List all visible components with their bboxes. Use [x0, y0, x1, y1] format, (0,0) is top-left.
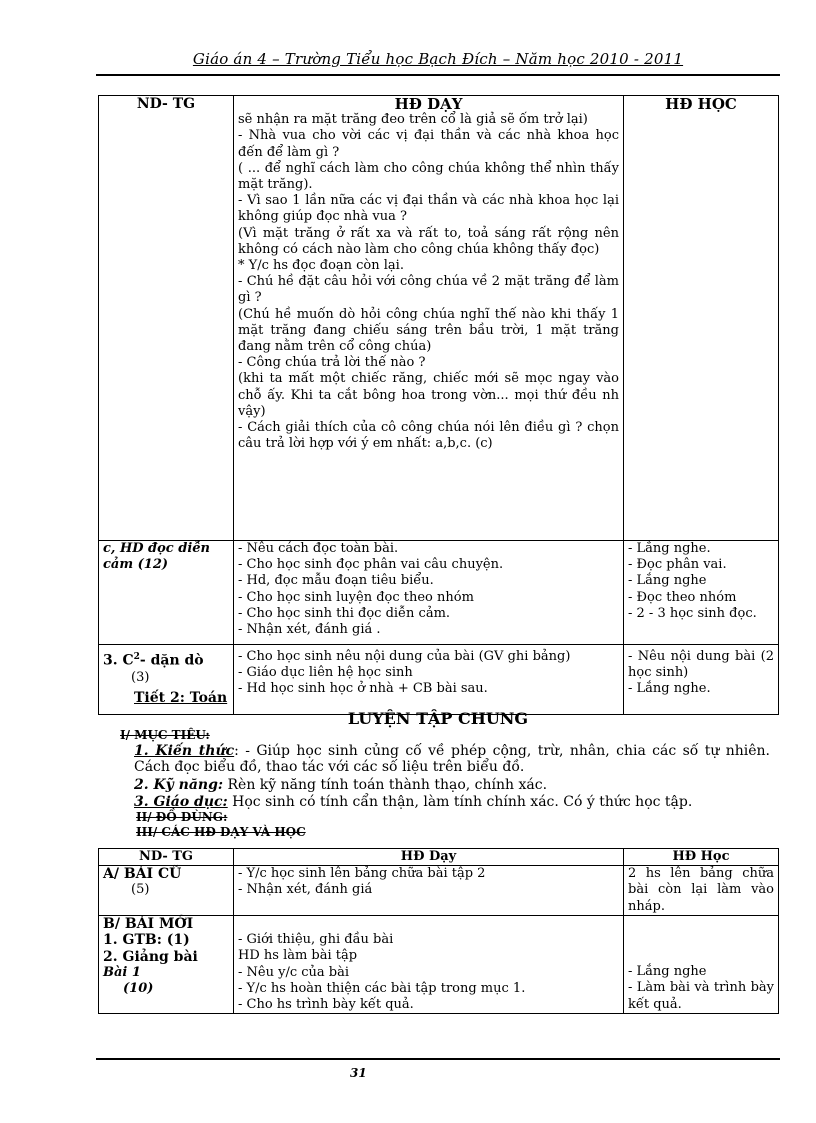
t1-row2-hoc-line: - Lắng nghe.: [628, 541, 711, 556]
ky-nang-label: 2. Kỹ năng:: [134, 777, 224, 793]
t1-day-line: ( ... để nghĩ cách làm cho công chúa không thể nhìn thấy mặt trăng).: [238, 160, 619, 193]
t2-row2-hoc-line: - Lắng nghe: [628, 964, 707, 980]
t1-row3-nd-sup: 2: [133, 652, 140, 662]
t1-row3-nd-text: 3. C: [103, 652, 134, 669]
t2-row2-hoc: [624, 916, 779, 1014]
t1-row2-hoc-line: - Đọc theo nhóm: [628, 589, 737, 605]
cac-hd-heading: III/ CÁC HĐ DẠY VÀ HỌC: [136, 825, 306, 839]
t1-day-cell: [234, 96, 624, 541]
t1-hoc-cell: [624, 96, 779, 541]
t1-row3-nd-rest: - dặn dò: [139, 652, 204, 669]
kien-thuc-text: : - Giúp học sinh củng cố về phép cộng, trừ, nhân, chia các số tự nhiên. Cách đọc biểu đồ, thao tác với các số liệu trên biểu đồ.: [134, 743, 770, 775]
giao-duc-label: 3. Giáo dục:: [134, 794, 228, 810]
t2-row1-day-line: - Nhận xét, đánh giá: [238, 882, 373, 898]
t2-row2-day-line: - Nêu y/c của bài: [238, 964, 350, 980]
t2-row2-nd: [99, 916, 234, 1014]
t1-day-line: - Chú hề đặt câu hỏi với công chúa về 2 mặt trăng để làm gì ?: [238, 274, 619, 306]
kien-thuc-paragraph: [134, 743, 770, 775]
t1-row2-day-line: - Hd, đọc mẫu đoạn tiêu biểu.: [238, 573, 434, 589]
t2-row2-day-line: - Y/c hs hoàn thiện các bài tập trong mục 1.: [238, 980, 526, 996]
t1-row3-day: [234, 645, 624, 715]
t1-row2-nd: [99, 541, 234, 645]
t2-row1-hoc: [624, 866, 779, 916]
t1-row3-nd-time: (3): [131, 669, 150, 685]
t2-header-hoc: HĐ Học: [624, 849, 779, 866]
t2-row2-nd-line: B/ BÀI MỚI: [103, 916, 194, 933]
t1-day-line: (khi ta mất một chiếc răng, chiếc mới sẽ mọc ngay vào chỗ ấy. Khi ta cắt bông hoa trong vờn... mọi thứ đều nh vậy): [238, 371, 619, 419]
t1-row2-hoc-line: - Đọc phân vai.: [628, 557, 727, 573]
footer-rule: [96, 1058, 780, 1060]
page-number: 31: [350, 1066, 367, 1080]
ky-nang-text: Rèn kỹ năng tính toán thành thạo, chính xác.: [223, 777, 548, 793]
t1-row2-day-line: - Nêu cách đọc toàn bài.: [238, 541, 399, 556]
t2-row2-nd-line: 2. Giảng bài: [103, 948, 198, 965]
t1-row2-day-line: - Cho học sinh luyện đọc theo nhóm: [238, 589, 474, 605]
t2-row2-nd-line: (10): [123, 981, 154, 997]
t1-row3-day-line: - Hd học sinh học ở nhà + CB bài sau.: [238, 681, 488, 697]
t2-header-nd: ND- TG: [99, 849, 234, 866]
t1-day-line: - Nhà vua cho vời các vị đại thần và các nhà khoa học đến để làm gì ?: [238, 128, 619, 160]
t1-row3-hoc-line: - Nêu nội dung bài (2 học sinh): [628, 649, 774, 681]
lesson-2-heading: Tiết 2: Toán: [134, 690, 228, 706]
t1-row2-day-line: - Cho học sinh đọc phân vai câu chuyện.: [238, 557, 504, 573]
t2-row2-nd-line: 1. GTB: (1): [103, 932, 190, 949]
lesson-2-title: LUYỆN TẬP CHUNG: [347, 709, 529, 728]
t2-row2-hoc-line: - Làm bài và trình bày kết quả.: [628, 980, 774, 1012]
t2-row2-nd-line: Bài 1: [103, 964, 141, 980]
t1-day-line: (Vì mặt trăng ở rất xa và rất to, toả sáng rất rộng nên không có cách nào làm cho công chúa không thấy đọc): [238, 225, 619, 257]
t1-row2-day-line: - Cho học sinh thi đọc diễn cảm.: [238, 605, 451, 621]
t1-day-line: - Vì sao 1 lần nữa các vị đại thần và các nhà khoa học lại không giúp đọc nhà vua ?: [238, 193, 619, 225]
t2-row2-day-line: HD hs làm bài tập: [238, 948, 358, 964]
lesson-table-2: [98, 848, 779, 1014]
t2-row1-nd-text: A/ BÀI CŨ: [103, 866, 182, 883]
t1-row2-hoc-line: - Lắng nghe: [628, 573, 707, 589]
kien-thuc-label: 1. Kiến thức: [134, 743, 235, 759]
t1-row2-day-line: - Nhận xét, đánh giá .: [238, 622, 381, 638]
t1-day-line: sẽ nhận ra mặt trăng đeo trên cổ là giả sẽ ốm trở lại): [238, 112, 588, 128]
t2-row1-hoc-text: 2 hs lên bảng chữa bài còn lại làm vào nháp.: [628, 866, 774, 914]
t1-row2-day: [234, 541, 624, 645]
t1-row3-hoc: [624, 645, 779, 715]
t1-row3-day-line: - Giáo dục liên hệ học sinh: [238, 665, 413, 681]
t2-row1-day: [234, 866, 624, 916]
t1-row3-hoc-line: - Lắng nghe.: [628, 681, 711, 697]
t2-row1-nd-time: (5): [131, 882, 150, 898]
t1-header-day: HĐ DẠY: [394, 95, 463, 113]
header-rule: [96, 74, 780, 76]
muc-tieu-heading: I/ MỤC TIÊU:: [120, 728, 210, 742]
lesson-table-1: [98, 95, 779, 715]
t2-row2-day-line: - Cho hs trình bày kết quả.: [238, 997, 414, 1013]
page-header: Giáo án 4 – Trường Tiểu học Bạch Đích – Năm học 2010 - 2011: [192, 50, 684, 68]
do-dung-heading: II/ ĐỒ DÙNG:: [136, 810, 228, 824]
t1-row3-day-line: - Cho học sinh nêu nội dung của bài (GV ghi bảng): [238, 649, 571, 664]
giao-duc-paragraph: [134, 794, 770, 810]
t1-row2-nd-text: c, HD đọc diễn cảm (12): [103, 541, 211, 573]
t1-day-line: * Y/c hs đọc đoạn còn lại.: [238, 258, 404, 274]
ky-nang-paragraph: [134, 777, 770, 793]
t1-header-nd: ND- TG: [136, 96, 196, 112]
t1-day-line: (Chú hề muốn dò hỏi công chúa nghĩ thế nào khi thấy 1 mặt trăng đang chiếu sáng trên bầu trời, 1 mặt trăng đang nằm trên cổ công chúa): [238, 306, 619, 355]
t2-row1-nd: [99, 866, 234, 916]
t1-day-line: - Công chúa trả lời thế nào ?: [238, 355, 426, 371]
t1-nd-cell: [99, 96, 234, 541]
t2-row1-day-line: - Y/c học sinh lên bảng chữa bài tập 2: [238, 866, 486, 882]
t2-row2-day-line: - Giới thiệu, ghi đầu bài: [238, 932, 394, 948]
t1-row2-hoc: [624, 541, 779, 645]
t2-header-day: HĐ Dạy: [234, 849, 624, 866]
t1-row2-hoc-line: - 2 - 3 học sinh đọc.: [628, 605, 757, 621]
t1-day-line: - Cách giải thích của cô công chúa nói lên điều gì ? chọn câu trả lời hợp với ý em nhất: a,b,c. (c): [238, 420, 619, 452]
t2-row2-day: [234, 916, 624, 1014]
t1-header-hoc: HĐ HỌC: [665, 95, 737, 113]
giao-duc-text: Học sinh có tính cẩn thận, làm tính chính xác. Có ý thức học tập.: [227, 794, 693, 810]
